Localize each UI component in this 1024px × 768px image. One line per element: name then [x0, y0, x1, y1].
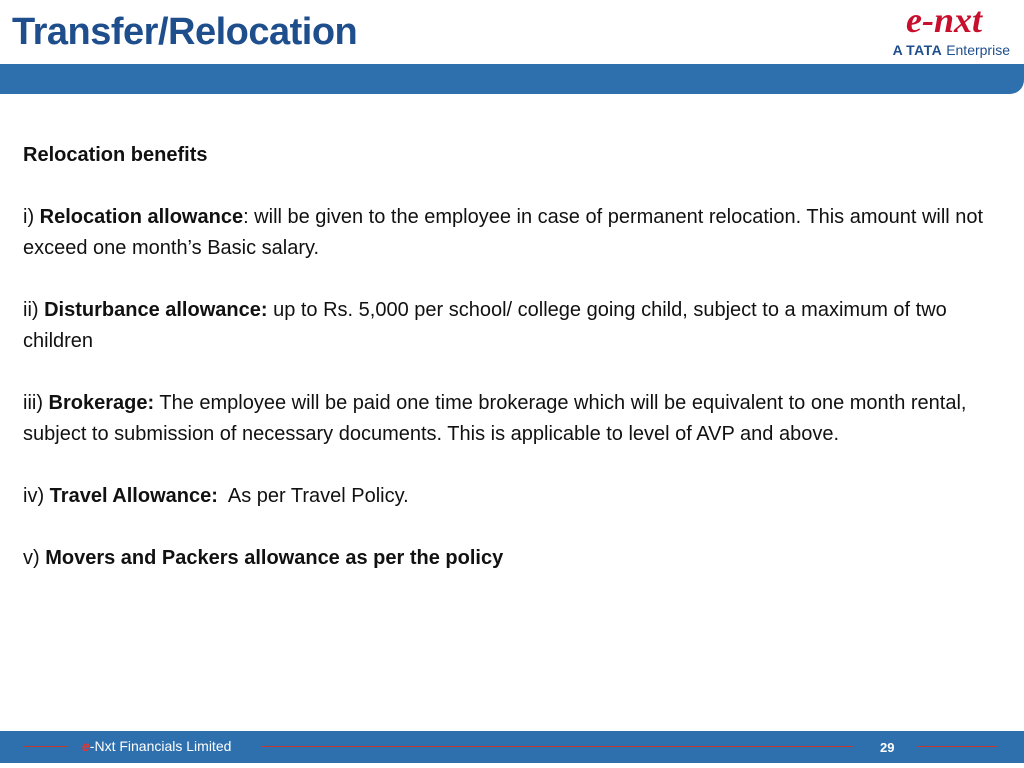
slide-footer	[0, 731, 1024, 763]
footer-company	[82, 737, 231, 755]
item-prefix: iii)	[23, 392, 49, 414]
item-label: Brokerage:	[48, 392, 155, 414]
benefit-item	[23, 481, 998, 512]
item-text: As per Travel Policy.	[217, 485, 409, 507]
logo-tag-a: A	[892, 42, 903, 58]
item-label: Movers and Packers allowance as per the policy	[45, 547, 504, 569]
item-text: The employee will be paid one time brokerage which will be equivalent to one month rental, subject to submission of necessary documents. This is applicable to level of AVP and above.	[23, 392, 967, 445]
slide-title: Transfer/Relocation	[12, 11, 358, 53]
bottom-strip	[0, 763, 1024, 768]
footer-company-e: e	[82, 738, 90, 754]
footer-divider-right	[918, 746, 998, 747]
logo-tag-tata: TATA	[906, 42, 943, 58]
item-prefix: v)	[23, 547, 46, 569]
benefit-item	[23, 295, 998, 357]
item-text: up to Rs. 5,000 per school/ college going child, subject to a maximum of two children	[23, 299, 947, 352]
logo-tag-enterprise: Enterprise	[946, 42, 1010, 58]
slide-header	[0, 0, 1024, 64]
benefit-item	[23, 388, 998, 450]
item-label: Relocation allowance	[39, 206, 244, 228]
enxt-logo	[880, 2, 1010, 62]
slide-body	[23, 140, 998, 574]
spacer	[23, 264, 998, 295]
item-prefix: i)	[23, 206, 40, 228]
page-number: 29	[880, 740, 895, 755]
item-label: Disturbance allowance:	[44, 299, 268, 321]
tata-enterprise-tag	[893, 42, 1010, 58]
item-prefix: iv)	[23, 485, 50, 507]
section-heading: Relocation benefits	[23, 144, 208, 166]
footer-divider-left	[24, 746, 68, 747]
footer-divider-middle	[262, 746, 854, 747]
benefit-item	[23, 543, 998, 574]
spacer	[23, 171, 998, 202]
spacer	[23, 512, 998, 543]
item-text: : will be given to the employee in case of permanent relocation. This amount will not exceed one month’s Basic salary.	[23, 206, 984, 259]
item-label: Travel Allowance:	[49, 485, 218, 507]
spacer	[23, 357, 998, 388]
header-band	[0, 64, 1024, 94]
item-prefix: ii)	[23, 299, 45, 321]
spacer	[23, 450, 998, 481]
footer-company-name: -Nxt Financials Limited	[89, 738, 232, 754]
enxt-logo-mark: e-nxt	[906, 0, 982, 40]
benefit-item	[23, 202, 998, 264]
